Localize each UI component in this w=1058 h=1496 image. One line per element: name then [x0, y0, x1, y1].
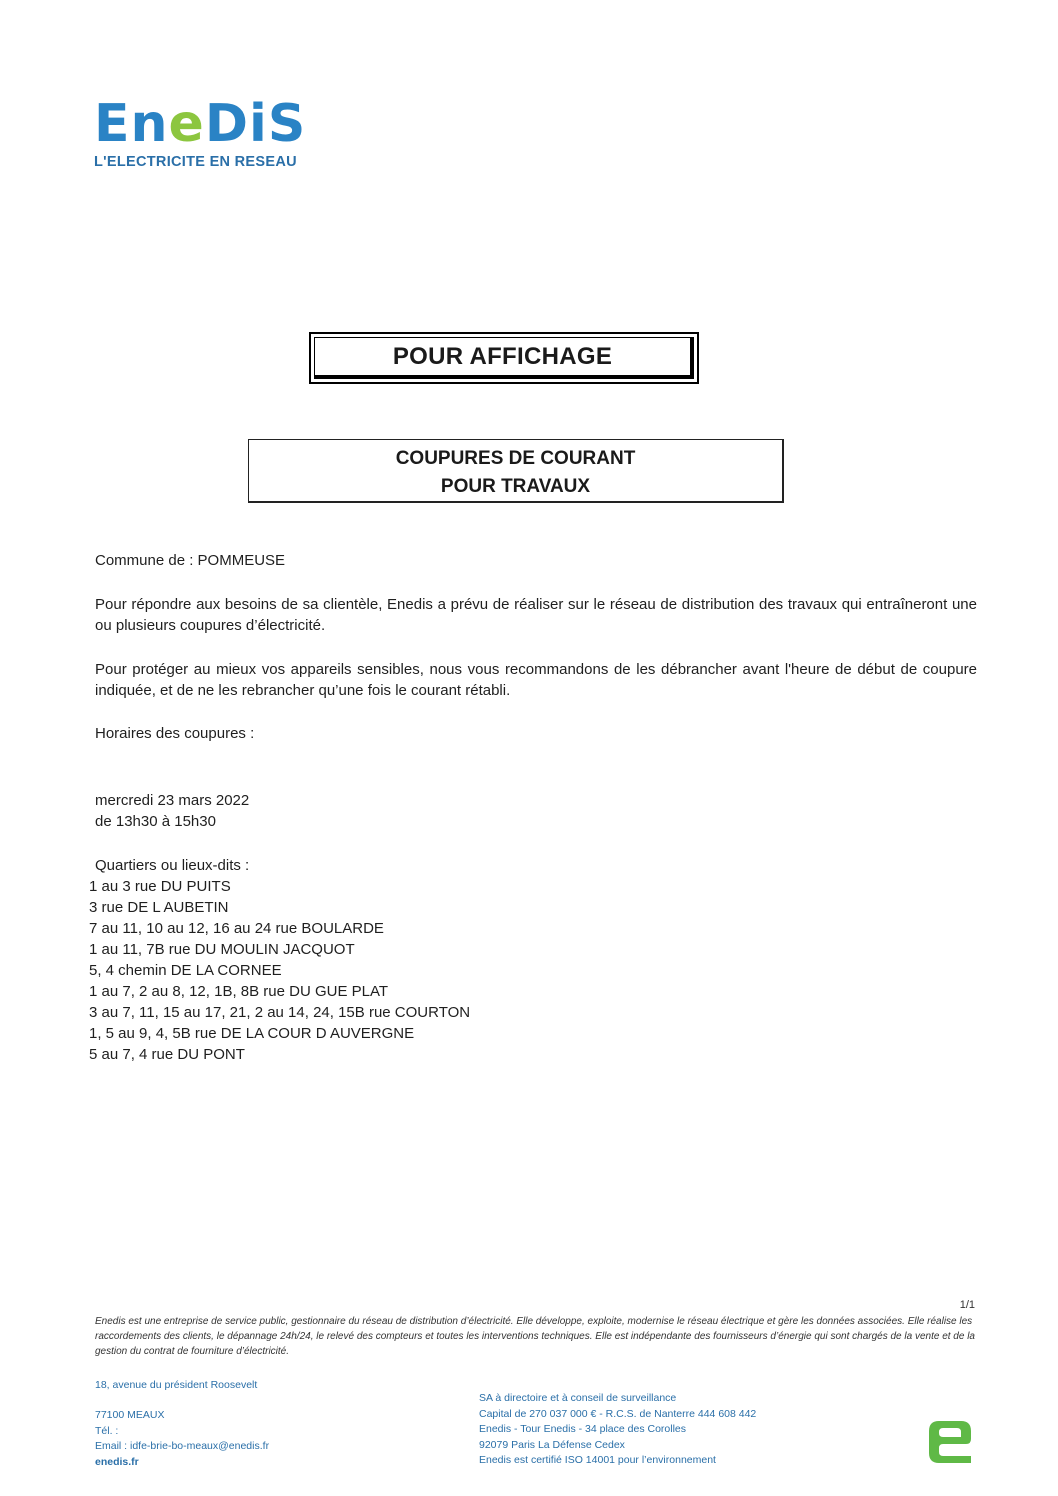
list-item: 3 rue DE L AUBETIN [89, 899, 229, 916]
footer-phone: Tél. : [95, 1424, 119, 1437]
advice-paragraph: Pour protéger au mieux vos appareils sensibles, nous vous recommandons de les débrancher avant l'heure de début de coupure indiquée, et de ne les rebrancher qu’une fois le courant rétabli. [95, 661, 977, 699]
commune-line: Commune de : POMMEUSE [95, 552, 286, 569]
footer-website-link[interactable]: enedis.fr [95, 1455, 139, 1468]
list-item: 3 au 7, 11, 15 au 17, 21, 2 au 14, 24, 15B rue COURTON [89, 1004, 471, 1021]
schedule-time: de 13h30 à 15h30 [95, 813, 216, 830]
page-number: 1/1 [959, 1299, 975, 1311]
footer-company-line: Capital de 270 037 000 € - R.C.S. de Nanterre 444 608 442 [479, 1407, 757, 1420]
footer-company-line: Enedis est certifié ISO 14001 pour l’environnement [479, 1454, 716, 1466]
list-item: 5, 4 chemin DE LA CORNEE [89, 962, 282, 979]
affichage-title: POUR AFFICHAGE [314, 337, 694, 379]
list-item: 1, 5 au 9, 4, 5B rue DE LA COUR D AUVERGNE [89, 1025, 415, 1042]
list-item: 5 au 7, 4 rue DU PONT [89, 1046, 245, 1063]
logo-letter-e: e [168, 94, 205, 154]
footer-company-line: Enedis - Tour Enedis - 34 place des Corolles [479, 1423, 687, 1435]
list-item: 7 au 11, 10 au 12, 16 au 24 rue BOULARDE [89, 920, 384, 937]
schedule-date: mercredi 23 mars 2022 [95, 792, 250, 809]
footer-disclaimer: Enedis est une entreprise de service public, gestionnaire du réseau de distribution d’électricité. Elle développe, exploite, modernise le réseau électrique et gère les données associées. Elle réalise les raccordements des clients, le dépannage 24h/24, le relevé des compteurs et toutes les interventions techniques. Elle est indépendante des fournisseurs d’énergie qui sont chargés de la vente et de la gestion du contrat de fourniture d’électricité. [95, 1316, 975, 1357]
locations-label: Quartiers ou lieux-dits : [95, 857, 250, 874]
intro-paragraph: Pour répondre aux besoins de sa clientèle, Enedis a prévu de réaliser sur le réseau de distribution des travaux qui entraîneront une ou plusieurs coupures d’électricité. [95, 596, 977, 634]
subject-box [248, 439, 784, 503]
list-item: 1 au 11, 7B rue DU MOULIN JACQUOT [89, 941, 355, 958]
subject-line-2: POUR TRAVAUX [440, 476, 591, 497]
footer-address-street: 18, avenue du président Roosevelt [95, 1379, 258, 1391]
schedule-block [95, 790, 977, 832]
enedis-logo [94, 96, 334, 170]
footer-address-city: 77100 MEAUX [95, 1409, 165, 1421]
footer-company-line: 92079 Paris La Défense Cedex [479, 1438, 625, 1451]
locations-list [89, 876, 971, 1065]
logo-letters-en: En [94, 94, 169, 154]
subject-line-1: COUPURES DE COURANT [395, 448, 636, 469]
affichage-box [309, 332, 699, 384]
enedis-mark-icon [925, 1417, 975, 1467]
list-item: 1 au 7, 2 au 8, 12, 1B, 8B rue DU GUE PLAT [89, 983, 389, 1000]
logo-letters-dis: DiS [204, 94, 307, 154]
logo-tagline: L'ELECTRICITE EN RESEAU [94, 154, 297, 170]
schedule-label: Horaires des coupures : [95, 725, 255, 742]
locations-block [95, 855, 977, 876]
footer-company-info [479, 1391, 756, 1469]
logo-wordmark [94, 96, 334, 152]
footer-email[interactable]: Email : idfe-brie-bo-meaux@enedis.fr [95, 1440, 270, 1452]
footer-contact-block [95, 1408, 269, 1470]
footer-company-line: SA à directoire et à conseil de surveillance [479, 1392, 677, 1404]
list-item: 1 au 3 rue DU PUITS [89, 878, 231, 895]
